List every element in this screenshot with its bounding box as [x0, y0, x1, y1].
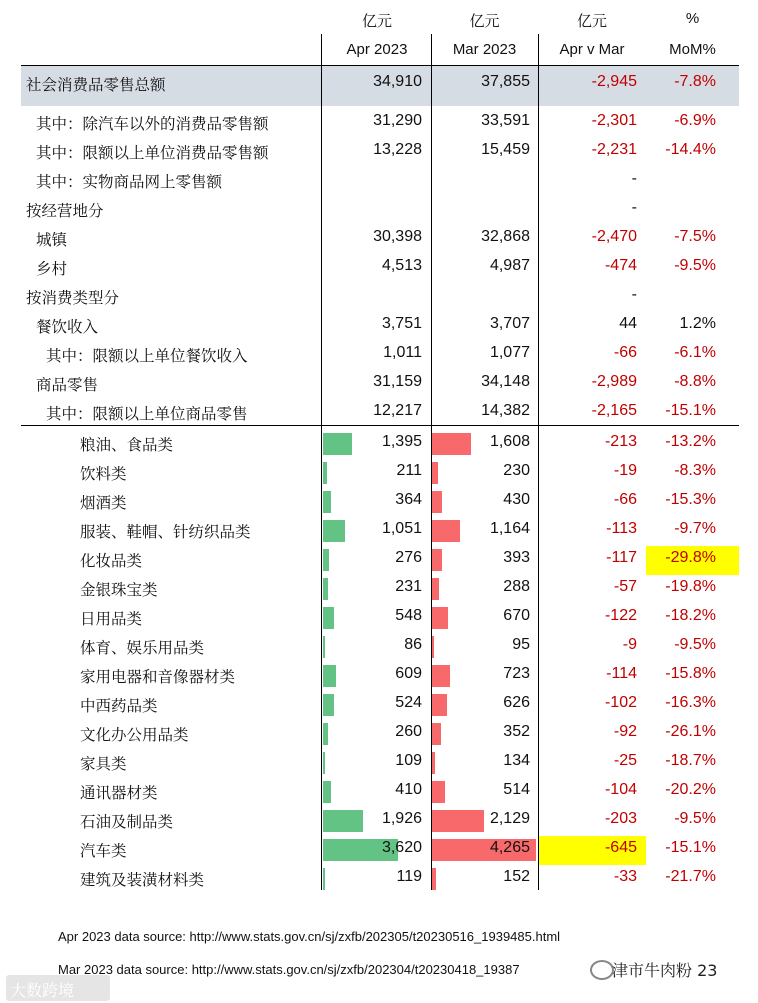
cell-apr: 524 [395, 694, 422, 711]
unit-label-apr: 亿元 [361, 13, 392, 30]
cell-mom: -13.2% [665, 433, 716, 450]
cell-mom: -14.4% [665, 141, 716, 158]
unit-label-diff: 亿元 [576, 13, 607, 30]
category-label: 粮油、食品类 [80, 436, 174, 454]
cell-diff: - [631, 286, 637, 303]
cell-mar: 670 [503, 607, 530, 624]
cell-apr: 31,159 [373, 373, 422, 390]
category-label: 文化办公用品类 [80, 726, 189, 744]
cell-mar: 3,707 [489, 315, 530, 332]
cell-mom: -18.2% [665, 607, 716, 624]
category-label: 金银珠宝类 [80, 581, 158, 599]
row-label: 其中：限额以上单位餐饮收入 [46, 347, 248, 365]
cell-mar: 34,148 [481, 373, 530, 390]
cell-mar: 1,077 [489, 344, 530, 361]
row-label: 乡村 [36, 260, 68, 278]
cell-diff: -474 [604, 257, 637, 274]
cell-mom: -20.2% [665, 781, 716, 798]
cell-mom: -7.5% [674, 228, 716, 245]
cell-apr: 364 [395, 491, 422, 508]
cell-diff: -57 [613, 578, 637, 595]
cell-mar: 723 [503, 665, 530, 682]
cell-mar: 626 [503, 694, 530, 711]
cell-diff: -66 [613, 344, 637, 361]
cell-diff: -645 [604, 839, 637, 856]
cell-mar: 288 [503, 578, 530, 595]
cell-mom: -8.3% [674, 462, 716, 479]
source-mar: Mar 2023 data source: http://www.stats.gov.cn/sj/zxfb/202304/t20230418_19387 [58, 962, 520, 977]
category-label: 家用电器和音像器材类 [80, 668, 236, 686]
cell-apr: 34,910 [373, 73, 422, 90]
cell-apr: 12,217 [373, 402, 422, 419]
category-label: 服装、鞋帽、针纺织品类 [80, 523, 251, 541]
cell-apr: 30,398 [373, 228, 422, 245]
cell-mom: -9.5% [674, 810, 716, 827]
category-label: 化妆品类 [80, 552, 143, 570]
row-label: 其中：除汽车以外的消费品零售额 [36, 115, 269, 133]
cell-mar: 4,265 [489, 839, 530, 856]
row-label: 其中：限额以上单位消费品零售额 [36, 144, 269, 162]
cell-mom: -6.9% [674, 112, 716, 129]
cell-mom: -7.8% [674, 73, 716, 90]
unit-label-mar: 亿元 [469, 13, 500, 30]
cell-diff: -104 [604, 781, 637, 798]
cell-apr: 119 [396, 868, 422, 885]
row-label: 商品零售 [36, 376, 99, 394]
cell-apr: 1,051 [381, 520, 422, 537]
cell-mom: -15.8% [665, 665, 716, 682]
category-label: 通讯器材类 [80, 784, 158, 802]
category-label: 烟酒类 [80, 494, 127, 512]
cell-apr: 1,395 [381, 433, 422, 450]
cell-mar: 514 [503, 781, 530, 798]
row-label: 其中：限额以上单位商品零售 [46, 405, 248, 423]
cell-diff: -102 [604, 694, 637, 711]
cell-diff: -2,470 [591, 228, 637, 245]
cell-mar: 230 [503, 462, 530, 479]
category-label: 饮料类 [80, 465, 127, 483]
cell-diff: -213 [604, 433, 637, 450]
cell-diff: -66 [613, 491, 637, 508]
cell-apr: 3,620 [381, 839, 422, 856]
section-divider [21, 425, 739, 426]
cell-mar: 1,608 [489, 433, 530, 450]
cell-mom: 1.2% [679, 315, 716, 332]
cell-diff: -2,301 [591, 112, 637, 129]
cell-diff: -92 [613, 723, 637, 740]
unit-label-mom: % [685, 10, 700, 27]
cell-apr: 86 [404, 636, 422, 653]
cell-mar: 33,591 [481, 112, 530, 129]
cell-apr: 3,751 [381, 315, 422, 332]
cell-apr: 410 [395, 781, 422, 798]
cell-mom: -9.5% [674, 257, 716, 274]
column-header-diff: Apr v Mar [559, 41, 625, 58]
header-divider [21, 65, 739, 66]
cell-mar: 1,164 [489, 520, 530, 537]
cell-mom: -15.1% [665, 402, 716, 419]
row-label: 社会消费品零售总额 [26, 76, 166, 94]
category-label: 石油及制品类 [80, 813, 174, 831]
category-label: 建筑及装潢材料类 [80, 871, 205, 889]
row-label: 按消费类型分 [26, 289, 120, 307]
cell-diff: -122 [604, 607, 637, 624]
cell-mar: 134 [503, 752, 530, 769]
cell-apr: 109 [395, 752, 422, 769]
category-label: 体育、娱乐用品类 [80, 639, 205, 657]
cell-mom: -26.1% [665, 723, 716, 740]
cell-diff: -203 [604, 810, 637, 827]
cell-mom: -16.3% [665, 694, 716, 711]
cell-mar: 15,459 [481, 141, 530, 158]
wechat-icon [590, 960, 614, 980]
cell-apr: 1,011 [383, 344, 422, 361]
cell-apr: 231 [395, 578, 422, 595]
cell-mom: -9.7% [674, 520, 716, 537]
cell-mar: 4,987 [489, 257, 530, 274]
cell-apr: 13,228 [373, 141, 422, 158]
cell-apr: 260 [395, 723, 422, 740]
watermark-account: 津市牛肉粉 23 [612, 961, 718, 980]
cell-mar: 393 [503, 549, 530, 566]
cell-mom: -6.1% [674, 344, 716, 361]
cell-mar: 352 [503, 723, 530, 740]
row-label: 按经营地分 [26, 202, 104, 220]
cell-apr: 1,926 [381, 810, 422, 827]
cell-diff: -2,231 [591, 141, 637, 158]
row-label: 餐饮收入 [36, 318, 99, 336]
cell-mar: 95 [512, 636, 530, 653]
cell-diff: -113 [606, 520, 637, 537]
cell-mar: 2,129 [489, 810, 530, 827]
cell-apr: 4,513 [381, 257, 422, 274]
source-apr: Apr 2023 data source: http://www.stats.gov.cn/sj/zxfb/202305/t20230516_1939485.html [58, 929, 561, 944]
cell-diff: -9 [622, 636, 637, 653]
cell-apr: 548 [395, 607, 422, 624]
column-header-apr: Apr 2023 [346, 41, 408, 58]
cell-mom: -9.5% [674, 636, 716, 653]
category-label: 中西药品类 [80, 697, 158, 715]
category-label: 汽车类 [80, 842, 127, 860]
column-header-mom: MoM% [669, 41, 716, 58]
cell-mom: -15.3% [665, 491, 716, 508]
cell-diff: - [631, 199, 637, 216]
cell-apr: 276 [395, 549, 422, 566]
watermark-logo: 大数跨境 [10, 981, 75, 1000]
column-header-mar: Mar 2023 [452, 41, 517, 58]
cell-mom: -19.8% [665, 578, 716, 595]
cell-apr: 609 [395, 665, 422, 682]
row-label: 城镇 [36, 231, 68, 249]
cell-mom: -8.8% [674, 373, 716, 390]
cell-diff: -2,989 [591, 373, 637, 390]
row-label: 其中：实物商品网上零售额 [36, 173, 223, 191]
category-label: 日用品类 [80, 610, 143, 628]
cell-diff: -2,945 [591, 73, 637, 90]
cell-mar: 430 [503, 491, 530, 508]
category-label: 家具类 [80, 755, 127, 773]
cell-diff: -2,165 [591, 402, 637, 419]
cell-diff: -25 [613, 752, 637, 769]
cell-mar: 37,855 [481, 73, 530, 90]
cell-mom: -29.8% [665, 549, 716, 566]
cell-diff: -117 [606, 549, 637, 566]
cell-diff: -19 [613, 462, 637, 479]
cell-diff: - [631, 170, 637, 187]
cell-mom: -18.7% [665, 752, 716, 769]
cell-mar: 14,382 [481, 402, 530, 419]
cell-diff: -33 [613, 868, 637, 885]
cell-diff: 44 [619, 315, 637, 332]
cell-mom: -15.1% [665, 839, 716, 856]
cell-mom: -21.7% [665, 868, 716, 885]
cell-mar: 32,868 [481, 228, 530, 245]
cell-apr: 31,290 [373, 112, 422, 129]
cell-diff: -114 [606, 665, 637, 682]
cell-apr: 211 [396, 462, 422, 479]
cell-mar: 152 [503, 868, 530, 885]
